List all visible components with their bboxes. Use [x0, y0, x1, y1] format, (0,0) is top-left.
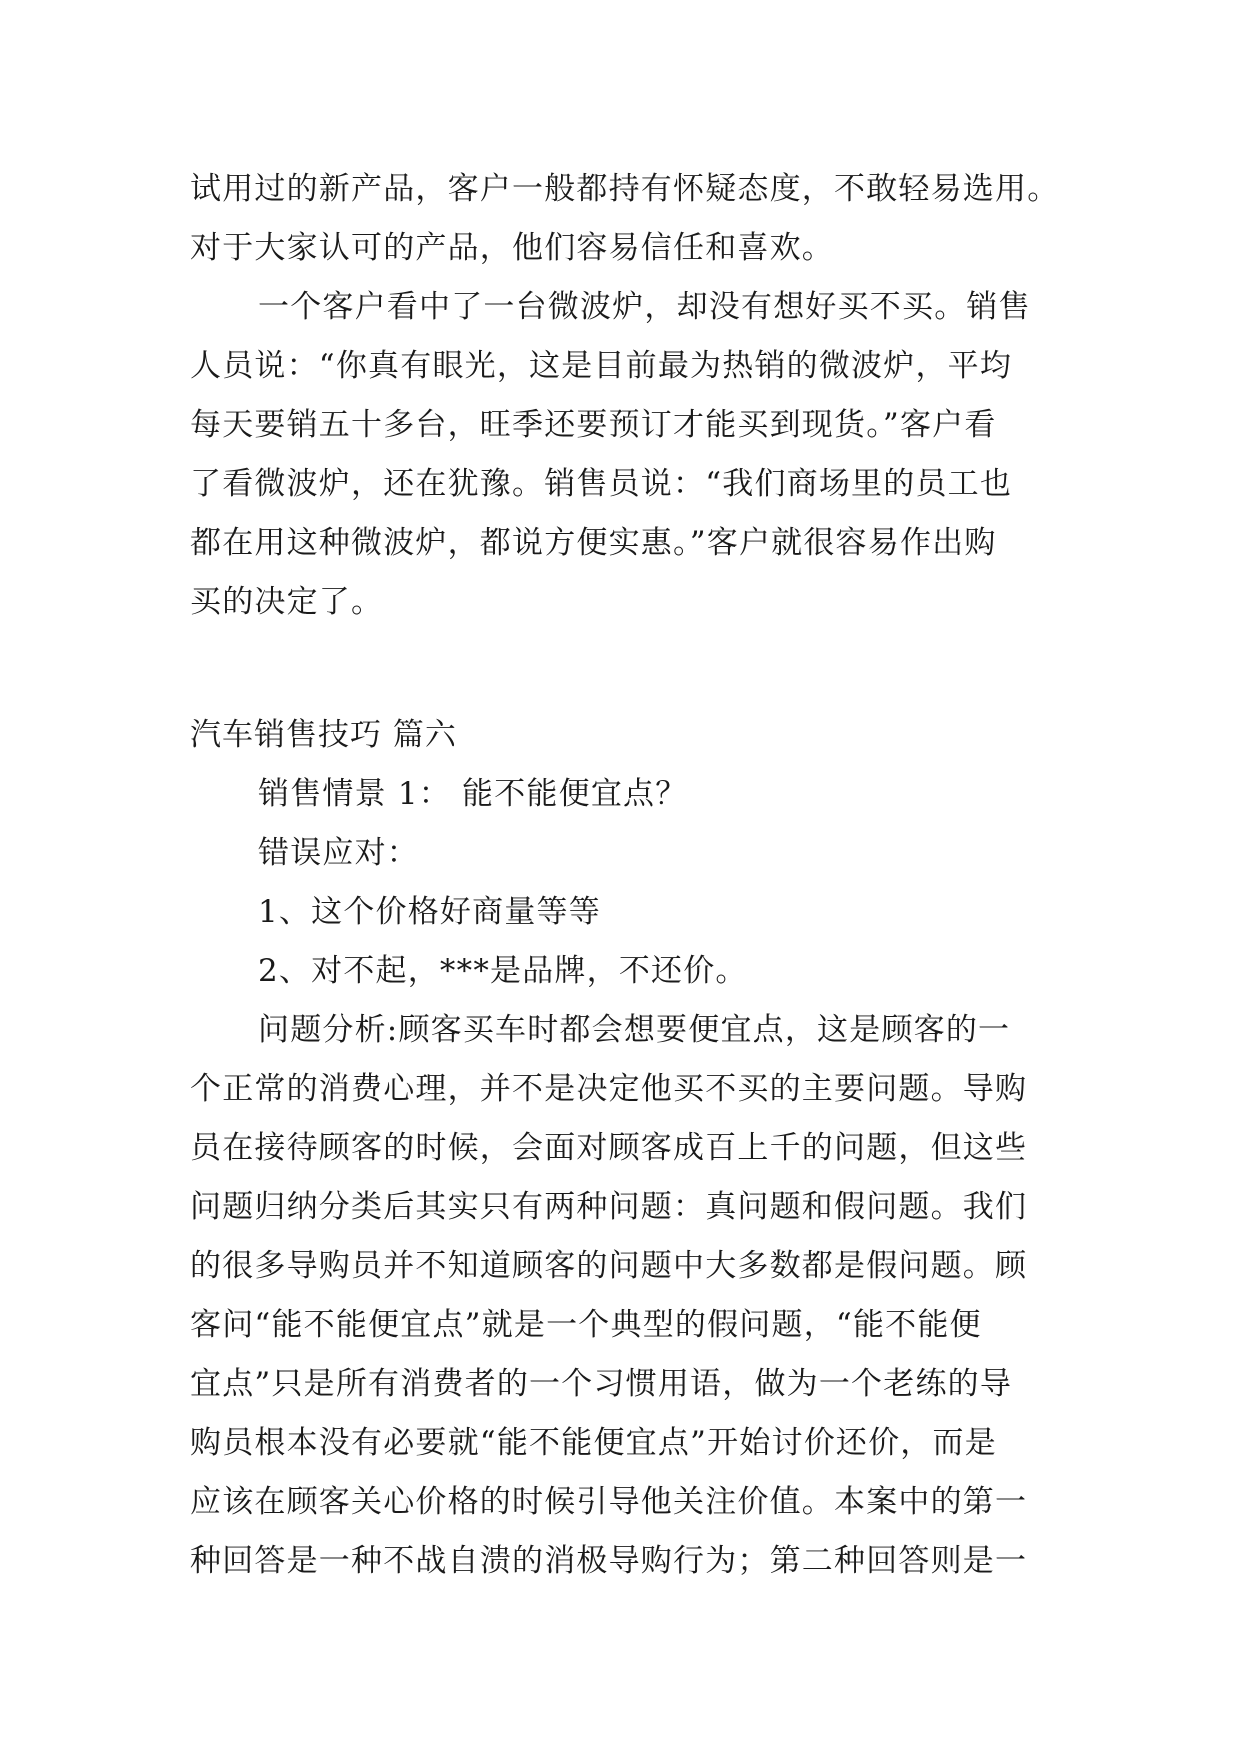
- paragraph-line: 买的决定了。: [190, 584, 384, 620]
- paragraph-line: 了看微波炉，还在犹豫。销售员说：“我们商场里的员工也: [190, 466, 1013, 502]
- analysis-paragraph: [190, 1001, 1051, 1591]
- paragraph-line: 种回答是一种不战自溃的消极导购行为；第二种回答则是一: [190, 1543, 1028, 1579]
- wrong-response-label: 错误应对：: [258, 835, 419, 871]
- section-heading: 汽车销售技巧 篇六: [190, 717, 457, 753]
- paragraph-line: 宜点”只是所有消费者的一个习惯用语，做为一个老练的导: [190, 1366, 1013, 1402]
- paragraph-line: 问题归纳分类后其实只有两种问题：真问题和假问题。我们: [190, 1189, 1028, 1225]
- paragraph-line: 应该在顾客关心价格的时候引导他关注价值。本案中的第一: [190, 1484, 1028, 1520]
- intro-paragraph: [190, 160, 1060, 278]
- paragraph-line: 一个客户看中了一台微波炉，却没有想好买不买。销售: [258, 289, 1031, 325]
- paragraph-line: 对于大家认可的产品，他们容易信任和喜欢。: [190, 230, 834, 266]
- paragraph-line: 都在用这种微波炉，都说方便实惠。”客户就很容易作出购: [190, 525, 997, 561]
- paragraph-line: 人员说：“你真有眼光，这是目前最为热销的微波炉，平均: [190, 348, 1013, 384]
- paragraph-line: 试用过的新产品，客户一般都持有怀疑态度，不敢轻易选用。: [190, 171, 1060, 207]
- paragraph-line: 的很多导购员并不知道顾客的问题中大多数都是假问题。顾: [190, 1248, 1028, 1284]
- wrong-response-item: 2、对不起，***是品牌，不还价。: [258, 953, 748, 989]
- paragraph-line: 问题分析:顾客买车时都会想要便宜点，这是顾客的一: [258, 1012, 1011, 1048]
- paragraph-line: 客问“能不能便宜点”就是一个典型的假问题，“能不能便: [190, 1307, 982, 1343]
- wrong-response-item: 1、这个价格好商量等等: [258, 894, 601, 930]
- paragraph-line: 员在接待顾客的时候，会面对顾客成百上千的问题，但这些: [190, 1130, 1028, 1166]
- document-body: [190, 160, 1060, 1591]
- example-paragraph: [190, 278, 1051, 632]
- paragraph-line: 购员根本没有必要就“能不能便宜点”开始讨价还价，而是: [190, 1425, 997, 1461]
- paragraph-line: 个正常的消费心理，并不是决定他买不买的主要问题。导购: [190, 1071, 1028, 1107]
- scenario-label: 销售情景 1： 能不能便宜点？: [258, 776, 688, 812]
- section-spacer: [190, 632, 1051, 706]
- paragraph-line: 每天要销五十多台，旺季还要预订才能买到现货。”客户看: [190, 407, 997, 443]
